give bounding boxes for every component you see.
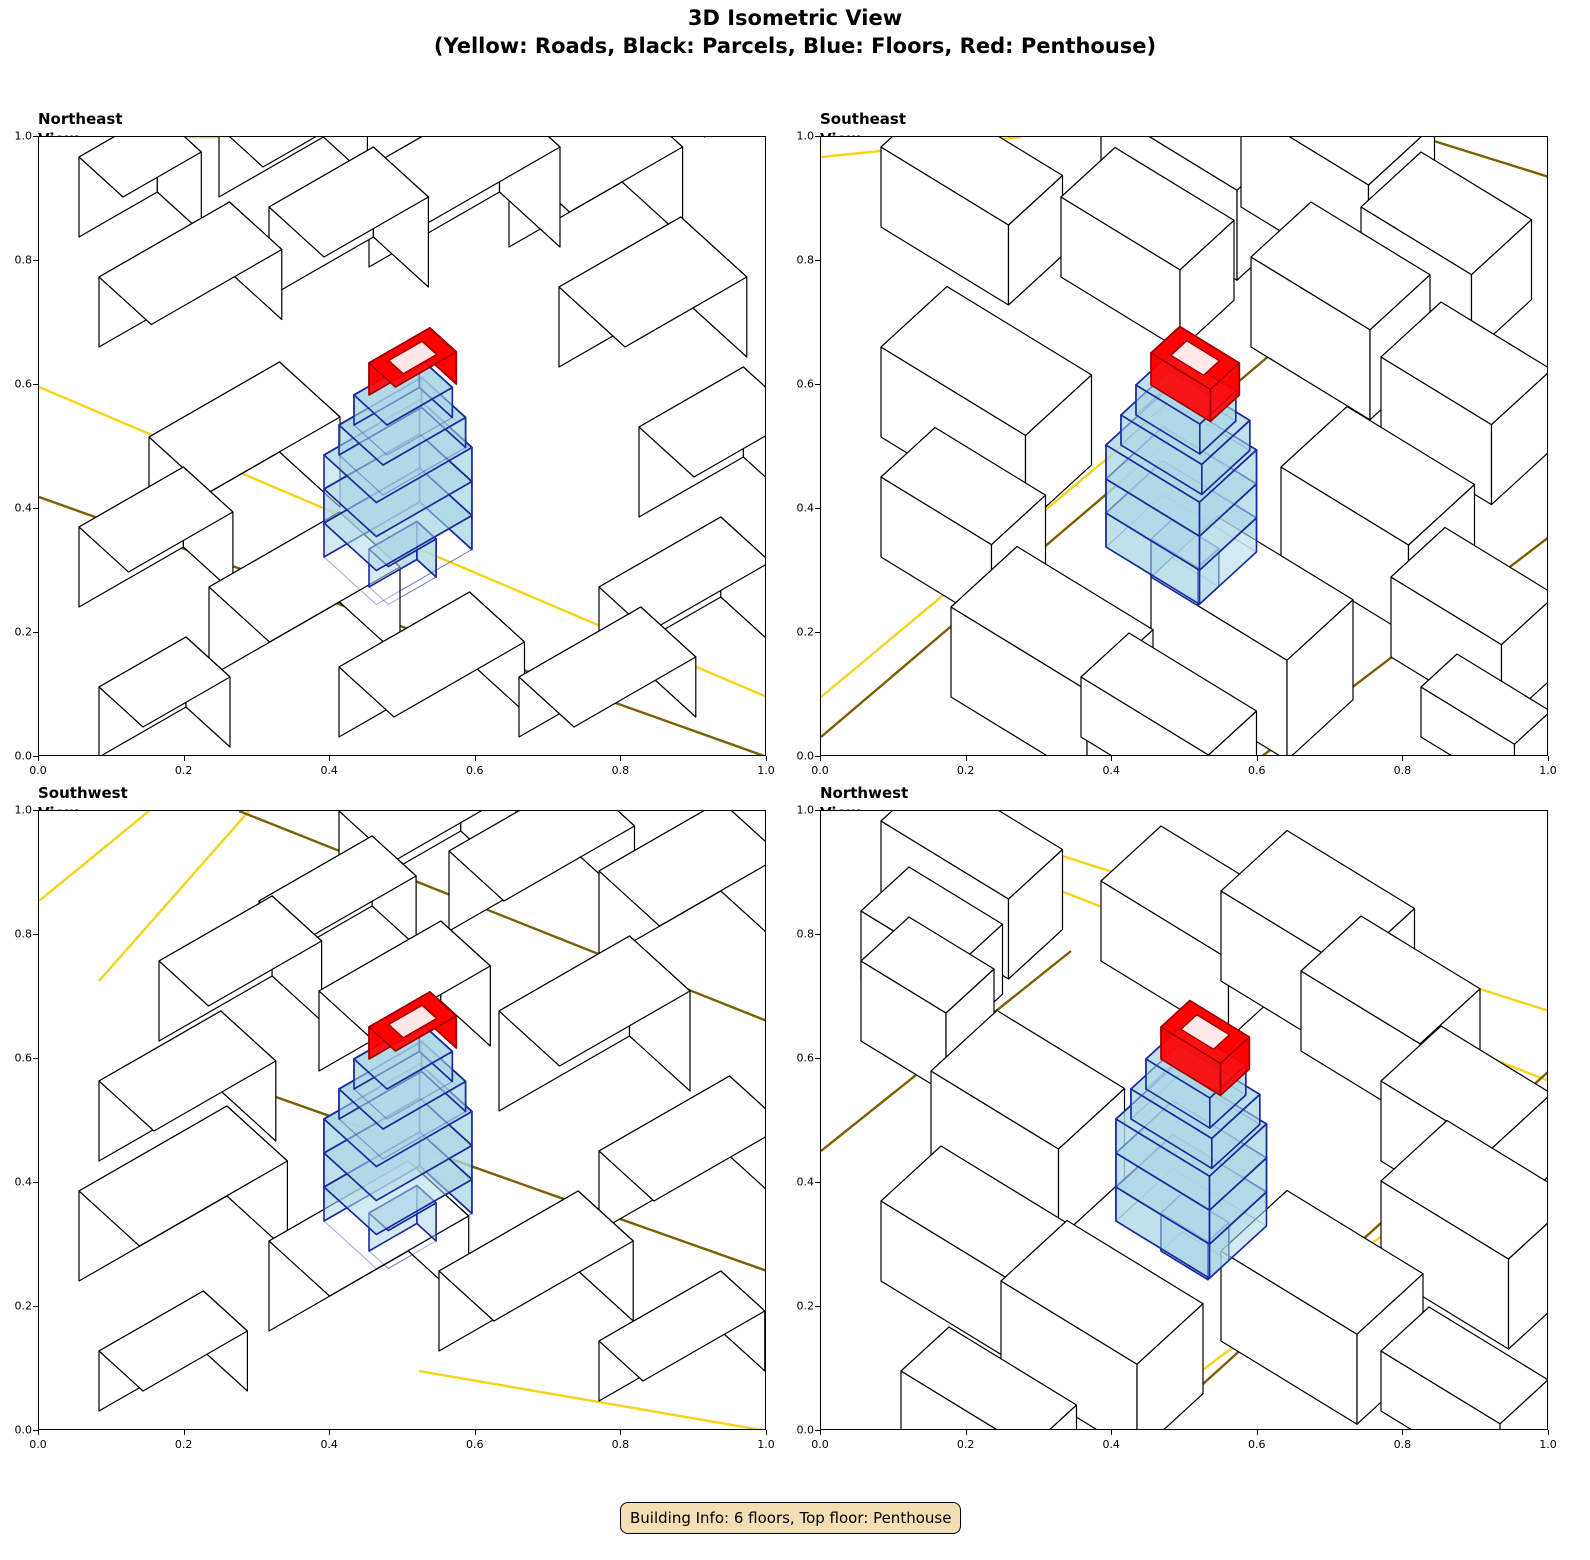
x-tick	[1402, 1430, 1403, 1435]
building-info-box: Building Info: 6 floors, Top floor: Penthouse	[620, 1502, 961, 1534]
x-tick-label: 0.4	[1102, 1438, 1120, 1451]
x-tick	[184, 756, 185, 761]
scene-northeast	[39, 137, 766, 756]
y-tick-label: 0.2	[14, 625, 32, 639]
x-tick	[184, 1430, 185, 1435]
y-tick	[33, 1430, 38, 1431]
x-tick-label: 0.4	[1102, 764, 1120, 777]
x-tick	[820, 756, 821, 761]
y-tick-label: 0.6	[14, 377, 32, 391]
x-tick	[1257, 1430, 1258, 1435]
x-tick-label: 0.4	[320, 764, 338, 777]
x-tick-label: 0.0	[811, 764, 829, 777]
x-tick	[1548, 756, 1549, 761]
y-tick-label: 0.8	[796, 253, 814, 267]
y-tick-label: 0.2	[796, 625, 814, 639]
x-tick-label: 1.0	[757, 764, 775, 777]
x-tick-label: 1.0	[1539, 764, 1557, 777]
x-tick-label: 0.0	[29, 764, 47, 777]
y-tick	[33, 508, 38, 509]
axes-southwest	[38, 810, 766, 1430]
x-tick	[1402, 756, 1403, 761]
x-tick-label: 0.2	[174, 764, 193, 777]
x-tick-label: 0.2	[956, 1438, 975, 1451]
figure-title	[0, 4, 1590, 60]
y-tick	[33, 136, 38, 137]
y-tick	[815, 756, 820, 757]
x-tick-label: 0.6	[466, 1438, 484, 1451]
y-tick-label: 0.4	[796, 501, 814, 515]
scene-southwest	[39, 811, 766, 1430]
x-tick	[620, 1430, 621, 1435]
y-tick	[815, 1430, 820, 1431]
y-tick-label: 0.0	[14, 1423, 32, 1437]
x-tick	[766, 1430, 767, 1435]
figure-title-line2: (Yellow: Roads, Black: Parcels, Blue: Floors, Red: Penthouse)	[433, 34, 1157, 58]
y-tick	[33, 810, 38, 811]
axes-northwest	[820, 810, 1548, 1430]
scene-northwest	[821, 811, 1548, 1430]
y-tick	[33, 260, 38, 261]
x-tick	[1111, 756, 1112, 761]
y-tick	[815, 260, 820, 261]
x-tick-label: 0.6	[466, 764, 484, 777]
y-tick	[815, 810, 820, 811]
y-tick	[815, 1306, 820, 1307]
x-tick	[1111, 1430, 1112, 1435]
x-tick-label: 0.4	[320, 1438, 338, 1451]
x-tick-label: 0.8	[1393, 1438, 1412, 1451]
axes-northeast	[38, 136, 766, 756]
road-line	[419, 1371, 766, 1430]
y-tick	[815, 934, 820, 935]
x-tick	[329, 756, 330, 761]
x-tick-label: 1.0	[1539, 1438, 1557, 1451]
x-tick	[475, 756, 476, 761]
y-tick	[33, 632, 38, 633]
y-tick-label: 0.8	[14, 253, 32, 267]
y-tick-label: 0.0	[796, 1423, 814, 1437]
y-tick	[33, 756, 38, 757]
x-tick	[966, 1430, 967, 1435]
x-tick-label: 0.8	[611, 764, 630, 777]
y-tick	[33, 384, 38, 385]
y-tick	[33, 1182, 38, 1183]
y-tick	[815, 136, 820, 137]
scene-southeast	[821, 137, 1548, 756]
y-tick-label: 1.0	[796, 803, 814, 817]
y-tick	[815, 632, 820, 633]
y-tick-label: 0.6	[796, 377, 814, 391]
x-tick-label: 1.0	[757, 1438, 775, 1451]
x-tick-label: 0.6	[1248, 1438, 1266, 1451]
x-tick-label: 0.8	[1393, 764, 1412, 777]
y-tick-label: 0.4	[796, 1175, 814, 1189]
x-tick	[329, 1430, 330, 1435]
y-tick-label: 0.0	[14, 749, 32, 763]
y-tick-label: 0.2	[14, 1299, 32, 1313]
y-tick-label: 0.6	[796, 1051, 814, 1065]
y-tick-label: 0.8	[796, 927, 814, 941]
y-tick-label: 0.4	[14, 1175, 32, 1189]
y-tick	[33, 1306, 38, 1307]
x-tick	[38, 756, 39, 761]
y-tick-label: 0.0	[796, 749, 814, 763]
x-tick	[475, 1430, 476, 1435]
y-tick-label: 0.8	[14, 927, 32, 941]
y-tick	[33, 1058, 38, 1059]
x-tick	[1257, 756, 1258, 761]
axes-southeast	[820, 136, 1548, 756]
x-tick-label: 0.6	[1248, 764, 1266, 777]
y-tick	[815, 1182, 820, 1183]
x-tick-label: 0.2	[956, 764, 975, 777]
x-tick	[820, 1430, 821, 1435]
x-tick-label: 0.0	[811, 1438, 829, 1451]
x-tick	[38, 1430, 39, 1435]
y-tick-label: 1.0	[14, 803, 32, 817]
y-tick	[815, 508, 820, 509]
x-tick	[766, 756, 767, 761]
x-tick-label: 0.8	[611, 1438, 630, 1451]
figure-title-line1: 3D Isometric View	[687, 6, 903, 30]
x-tick-label: 0.0	[29, 1438, 47, 1451]
y-tick-label: 0.4	[14, 501, 32, 515]
y-tick-label: 0.6	[14, 1051, 32, 1065]
y-tick-label: 1.0	[14, 129, 32, 143]
y-tick-label: 1.0	[796, 129, 814, 143]
x-tick-label: 0.2	[174, 1438, 193, 1451]
y-tick	[33, 934, 38, 935]
y-tick	[815, 1058, 820, 1059]
x-tick	[620, 756, 621, 761]
x-tick	[966, 756, 967, 761]
y-tick	[815, 384, 820, 385]
y-tick-label: 0.2	[796, 1299, 814, 1313]
x-tick	[1548, 1430, 1549, 1435]
road-line	[39, 811, 149, 901]
